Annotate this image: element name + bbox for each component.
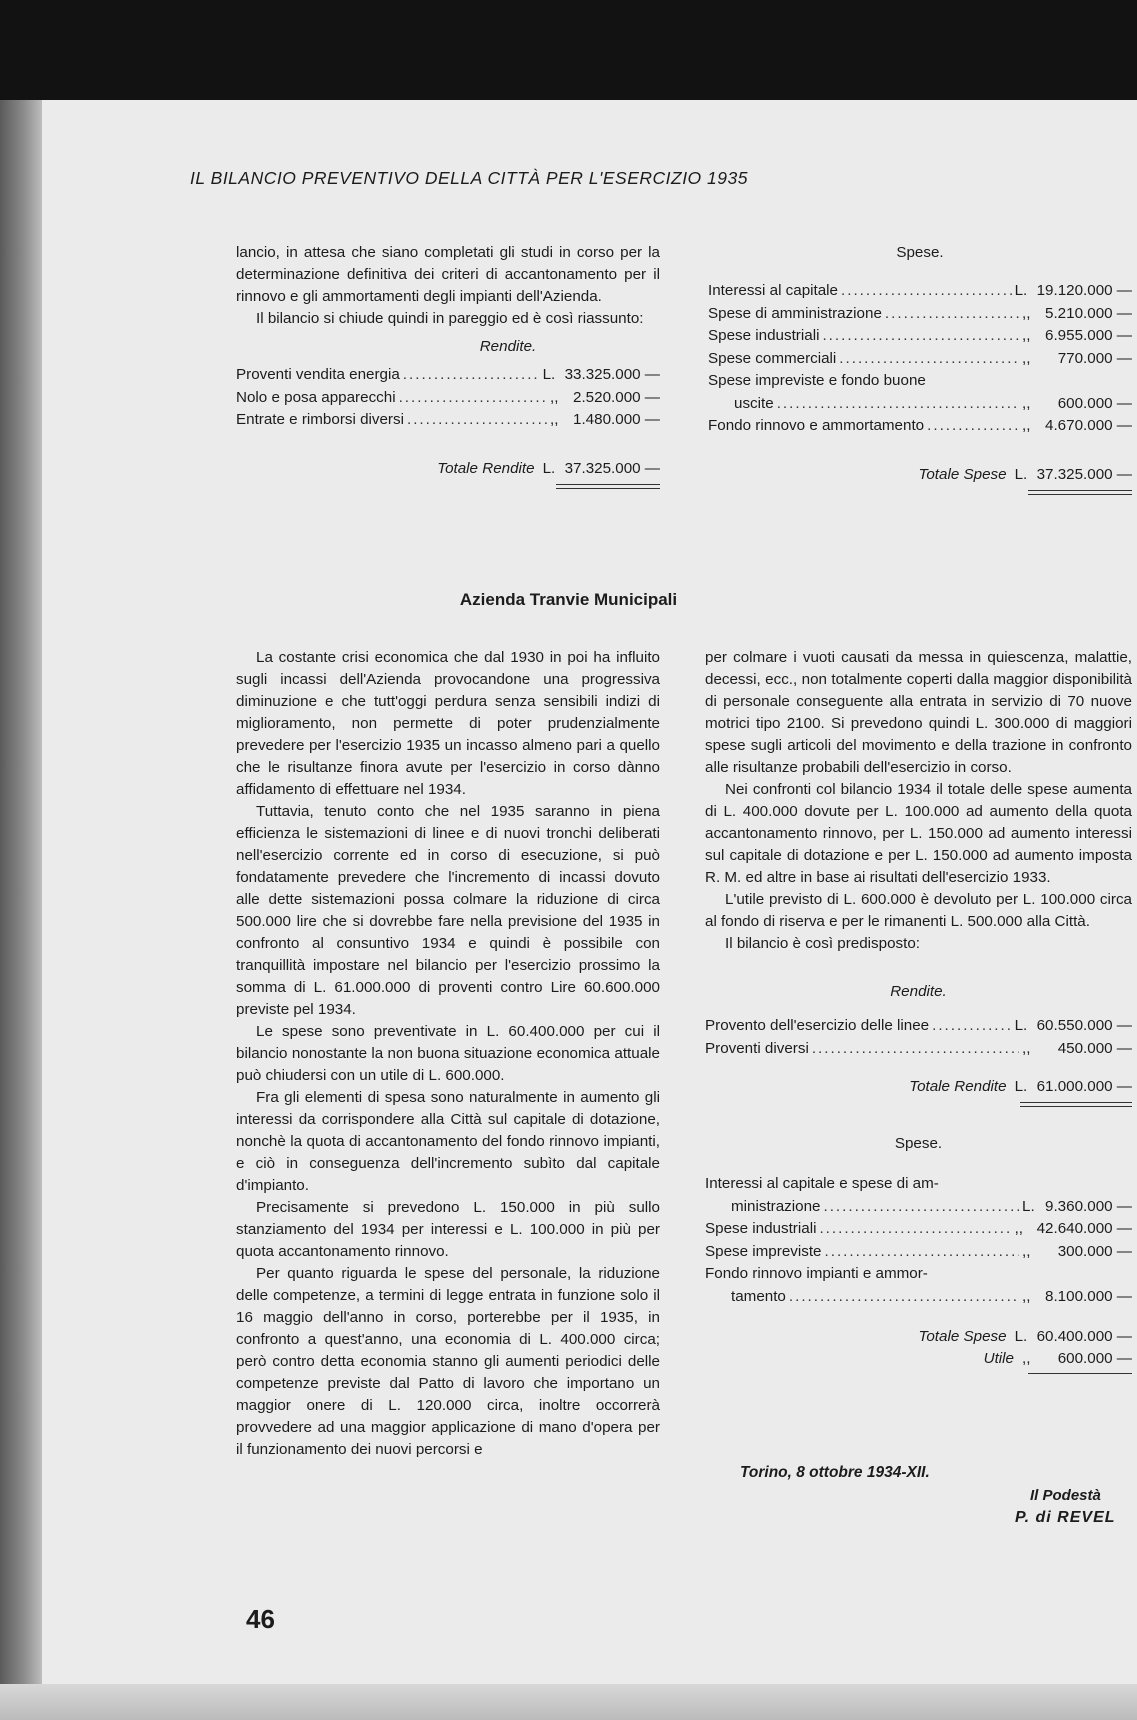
signature-title: Il Podestà — [1030, 1487, 1101, 1504]
totale-rendite-row — [236, 458, 660, 480]
totale-rendite-row — [705, 1076, 1132, 1098]
utile-value: 600.000 — — [1057, 1350, 1132, 1367]
totale-value: 37.325.000 — — [1036, 465, 1132, 483]
leader-dots — [932, 1015, 1011, 1038]
impreviste-currency: ,, — [1022, 394, 1031, 412]
left-paragraphs — [236, 647, 660, 1461]
rendita-row — [236, 364, 660, 387]
utile-row — [705, 1348, 1132, 1370]
leader-dots — [777, 393, 1019, 416]
leader-dots — [822, 325, 1019, 348]
rendita-row-label: Proventi vendita energia — [236, 366, 400, 383]
totale-currency: L. — [542, 459, 556, 477]
spesa-row-currency: ,, — [1022, 349, 1031, 367]
spesa-row — [708, 348, 1132, 371]
spesa-row-value: 19.120.000 — — [1036, 282, 1132, 299]
rendite-heading: Rendite. — [890, 983, 947, 1000]
totale-spese-row — [708, 464, 1132, 486]
spesa-row-label: Spese di amministrazione — [708, 304, 882, 322]
totale-label: Totale Rendite — [437, 459, 535, 477]
utile-label: Utile — [983, 1350, 1014, 1367]
rendita-row-value: 33.325.000 — — [564, 366, 660, 383]
spesa-row-currency: ,, — [1022, 304, 1031, 322]
totale-label: Totale Spese — [918, 1328, 1007, 1345]
rendita-row-label: Provento dell'esercizio delle linee — [705, 1017, 930, 1034]
body-paragraph: L'utile previsto di L. 600.000 è devoluto per L. 100.000 circa al fondo di riserva e per le rimanenti L. 500.000 alla Città. — [705, 891, 1132, 930]
leader-dots — [841, 280, 1012, 303]
spese-list — [705, 1218, 1132, 1263]
leader-dots — [812, 1038, 1019, 1061]
rendite-heading: Rendite. — [479, 338, 537, 355]
rendita-row-label: Nolo e posa apparecchi — [236, 388, 396, 406]
rendita-row-value: 450.000 — — [1057, 1039, 1132, 1057]
totale-label: Totale Spese — [918, 465, 1007, 483]
spese-heading: Spese. — [896, 244, 944, 261]
section-title: Azienda Tranvie Municipali — [459, 590, 678, 609]
rendita-row-currency: ,, — [550, 411, 559, 428]
spesa-row-value: 770.000 — — [1057, 349, 1132, 367]
impreviste-line-1: Spese impreviste e fondo buone — [708, 372, 926, 389]
spesa-row-currency: ,, — [1014, 1220, 1024, 1237]
interessi-line-1: Interessi al capitale e spese di am- — [705, 1175, 939, 1192]
leader-dots — [407, 409, 547, 432]
fondo-label: Fondo rinnovo e ammortamento — [708, 417, 925, 434]
spesa-row-label: Spese commerciali — [708, 349, 837, 367]
spesa-row-value: 42.640.000 — — [1036, 1220, 1132, 1237]
top-right-block — [708, 242, 1132, 495]
spesa-row-currency: ,, — [1022, 327, 1031, 344]
rendite-list — [236, 364, 660, 432]
rendita-row-currency: ,, — [1022, 1039, 1031, 1057]
place-date: Torino, 8 ottobre 1934-XII. — [740, 1464, 930, 1481]
body-paragraph: Fra gli elementi di spesa sono naturalmente in aumento gli interessi da corrispondere alla Città sul capitale di dotazione, nonchè la quota di accantonamento del fondo rinnovo impianti, e ciò in conseguenza dell'incremento subìto dal capitale d'impianto. — [236, 1089, 660, 1194]
leader-dots — [789, 1286, 1019, 1309]
rendita-row-value: 1.480.000 — — [573, 411, 660, 428]
spesa-row — [705, 1218, 1132, 1241]
running-title: IL BILANCIO PREVENTIVO DELLA CITTÀ PER L'ESERCIZIO 1935 — [190, 168, 748, 188]
rendita-row — [236, 387, 660, 410]
totale-currency: L. — [1014, 1078, 1028, 1095]
scan-left-edge — [0, 100, 42, 1720]
spese-heading: Spese. — [894, 1135, 943, 1152]
leader-dots — [819, 1218, 1011, 1241]
totale-currency: L. — [1014, 1328, 1028, 1345]
body-paragraph: Per quanto riguarda le spese del personale, la riduzione delle competenze, a termini di legge entrata in funzione solo il 16 maggio dell'anno in corso, porterebbe per il 1935, in confronto a quest'anno, una economia di L. 400.000 circa; però contro detta economia stanno gli aumenti periodici delle competenze previste dal Patto di lavoro che importano un maggior onere di L. 120.000 circa, inoltre occorrerà provvedere ad una maggior applicazione di mano d'opera per il funzionamento dei nuovi percorsi e — [236, 1265, 660, 1458]
body-paragraph: Le spese sono preventivate in L. 60.400.000 per cui il bilancio nonostante la non buona situazione economica attuale può chiudersi con un utile di L. 600.000. — [236, 1023, 660, 1084]
rendita-row-currency: L. — [1014, 1017, 1028, 1034]
right-text-column — [705, 647, 1132, 1377]
signature-name: P. di REVEL — [1015, 1509, 1116, 1526]
impreviste-value: 600.000 — — [1057, 394, 1132, 412]
totale-value: 37.325.000 — — [564, 459, 660, 477]
fondo-row — [708, 415, 1132, 438]
scan-bottom-border — [0, 1684, 1137, 1720]
spesa-row-label: Spese industriali — [705, 1220, 817, 1237]
spesa-row — [705, 1241, 1132, 1264]
leader-dots — [403, 364, 540, 387]
fondo-value: 4.670.000 — — [1045, 417, 1132, 434]
rendita-row — [705, 1015, 1132, 1038]
spesa-row-currency: ,, — [1022, 1242, 1031, 1260]
interessi-currency: L. — [1022, 1197, 1035, 1215]
body-paragraph: La costante crisi economica che dal 1930 in poi ha influito sugli incassi dell'Azienda provocandone una progressiva diminuzione e che tutt'oggi perdura senza sensibili indizi di miglioramento, non permette di poter prudenzialmente prevedere per l'esercizio 1935 un incasso almeno pari a quello che le risultanze finora avute per l'esercizio in corso dànno affidamento di effettuare nel 1934. — [236, 649, 660, 798]
fondo-currency: ,, — [1022, 1287, 1031, 1305]
spesa-row-value: 6.955.000 — — [1045, 327, 1132, 344]
double-rule — [556, 484, 660, 489]
fondo-line-1: Fondo rinnovo impianti e ammor- — [705, 1265, 928, 1282]
body-paragraph: Il bilancio è così predisposto: — [725, 935, 921, 952]
fondo-label: tamento — [731, 1287, 786, 1305]
rendita-row — [236, 409, 660, 432]
left-text-column — [236, 647, 660, 1461]
double-rule — [1028, 490, 1132, 495]
scan-top-border — [0, 0, 1137, 112]
spesa-row-label: Spese industriali — [708, 327, 820, 344]
leader-dots — [825, 1241, 1020, 1264]
fondo-currency: ,, — [1022, 417, 1031, 434]
page-number: 46 — [246, 1604, 275, 1634]
fondo-row — [705, 1286, 1132, 1309]
spesa-row-label: Interessi al capitale — [708, 282, 839, 299]
spesa-row — [708, 280, 1132, 303]
impreviste-label: uscite — [734, 394, 774, 412]
rendita-row-currency: ,, — [550, 388, 559, 406]
leader-dots — [885, 303, 1019, 326]
top-left-block — [236, 242, 660, 489]
single-rule — [1028, 1373, 1132, 1377]
utile-currency: ,, — [1022, 1350, 1031, 1367]
spesa-row-value: 300.000 — — [1057, 1242, 1132, 1260]
double-rule — [1020, 1102, 1132, 1107]
body-paragraph: Precisamente si prevedono L. 150.000 in più sullo stanziamento del 1934 per interessi e L. 100.000 in più per quota accantonamento rinnovo. — [236, 1199, 660, 1260]
summary-paragraph: Il bilancio si chiude quindi in pareggio ed è così riassunto: — [256, 310, 644, 327]
right-paragraphs — [705, 647, 1132, 955]
spesa-row — [708, 303, 1132, 326]
rendita-row-label: Entrate e rimborsi diversi — [236, 411, 404, 428]
totale-label: Totale Rendite — [909, 1078, 1007, 1095]
interessi-label: ministrazione — [731, 1197, 821, 1215]
rendita-row-label: Proventi diversi — [705, 1039, 809, 1057]
body-paragraph: per colmare i vuoti causati da messa in quiescenza, malattie, decessi, ecc., non totalmente coperti dalla maggior disponibilità di personale conseguente alla entrata in servizio di 70 nuove motrici tipo 2100. Si prevedono quindi L. 300.000 di maggiori spese sugli articoli del movimento e della trazione in confronto alle risultanze probabili dell'esercizio in corso. — [705, 649, 1132, 776]
spesa-row — [708, 325, 1132, 348]
rendita-row-value: 2.520.000 — — [573, 388, 660, 406]
intro-paragraph: lancio, in attesa che siano completati gli studi in corso per la determinazione definitiva dei criteri di accantonamento per il rinnovo e gli ammortamenti degli impianti dell'Azienda. — [236, 244, 660, 305]
leader-dots — [823, 1196, 1019, 1219]
totale-value: 61.000.000 — — [1036, 1078, 1132, 1095]
spesa-row-currency: L. — [1014, 282, 1028, 299]
totale-currency: L. — [1014, 465, 1028, 483]
interessi-row — [705, 1196, 1132, 1219]
rendita-row — [705, 1038, 1132, 1061]
rendita-row-value: 60.550.000 — — [1036, 1017, 1132, 1034]
impreviste-row — [708, 393, 1132, 416]
spese-list — [708, 280, 1132, 370]
spesa-row-value: 5.210.000 — — [1045, 304, 1132, 322]
rendite-list — [705, 1015, 1132, 1060]
leader-dots — [839, 348, 1019, 371]
totale-spese-row — [705, 1326, 1132, 1348]
body-paragraph: Tuttavia, tenuto conto che nel 1935 saranno in piena efficienza le sistemazioni di linee e di nuovi tronchi deliberati nell'esercizio corrente ed in corso di esecuzione, si può fondatamente prevedere che l'incremento di incassi dovuto alle dette sistemazioni possa colmare la riduzione di circa 500.000 lire che si dovrebbe fare nella previsione del 1935 in confronto al consuntivo 1934 e quindi è possibile con tranquillità impostare nel bilancio per l'esercizio prossimo la somma di L. 61.000.000 di proventi contro Lire 60.600.000 previste pel 1934. — [236, 803, 660, 1018]
leader-dots — [399, 387, 547, 410]
body-paragraph: Nei confronti col bilancio 1934 il totale delle spese aumenta di L. 400.000 dovute per L. 100.000 ad aumento della quota accantonamento rinnovo, per L. 150.000 ad aumento interessi sul capitale di dotazione e per L. 150.000 ad aumento imposta R. M. ed altre in base ai risultati dell'esercizio 1933. — [705, 781, 1132, 886]
totale-value: 60.400.000 — — [1036, 1328, 1132, 1345]
fondo-value: 8.100.000 — — [1045, 1287, 1132, 1305]
leader-dots — [927, 415, 1019, 438]
rendita-row-currency: L. — [542, 366, 556, 383]
spesa-row-label: Spese impreviste — [705, 1242, 822, 1260]
interessi-value: 9.360.000 — — [1045, 1197, 1132, 1215]
